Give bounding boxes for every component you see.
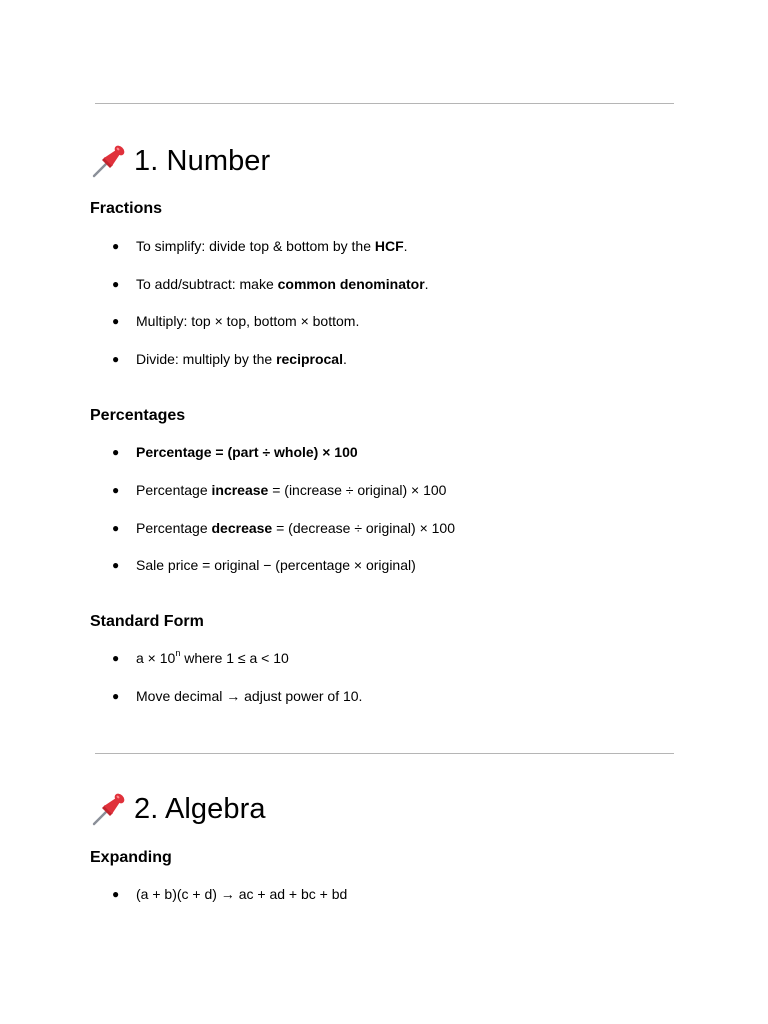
bullet: ● xyxy=(112,483,120,497)
subsection-heading-standard-form: Standard Form xyxy=(90,613,204,630)
subsection-heading-expanding: Expanding xyxy=(90,849,172,866)
list-item: ● To simplify: divide top & bottom by the HCF. xyxy=(112,238,408,254)
bullet: ● xyxy=(112,445,120,459)
list-item: ● Move decimal → adjust power of 10. xyxy=(112,688,363,704)
list-item: ● Percentage decrease = (decrease ÷ original) × 100 xyxy=(112,520,456,536)
list-item: ● (a + b)(c + d) → ac + ad + bc + bd xyxy=(112,886,348,902)
list-item: ● Percentage increase = (increase ÷ original) × 100 xyxy=(112,482,447,498)
pushpin-icon xyxy=(90,790,128,828)
section-title-algebra xyxy=(90,789,266,829)
bullet: ● xyxy=(112,689,120,703)
bullet: ● xyxy=(112,352,120,366)
section-title-text: 2. Algebra xyxy=(134,792,266,825)
bullet: ● xyxy=(112,651,120,665)
bullet: ● xyxy=(112,314,120,328)
section-title-number xyxy=(90,141,270,181)
list-item: ● To add/subtract: make common denominator. xyxy=(112,276,429,292)
list-item: ● Sale price = original − (percentage × original) xyxy=(112,557,416,573)
subsection-heading-fractions: Fractions xyxy=(90,200,163,217)
pushpin-icon xyxy=(90,142,128,180)
bullet: ● xyxy=(112,239,120,253)
horizontal-rule xyxy=(95,753,674,754)
superscript-n: n xyxy=(175,648,181,659)
list-item: ● $a \times 10^n$ where 1 ≤ a < 10 xyxy=(112,648,289,666)
subsection-heading-percentages: Percentages xyxy=(90,407,186,424)
list-item: ● Multiply: top × top, bottom × bottom. xyxy=(112,313,360,329)
section-title-text: 1. Number xyxy=(134,144,271,177)
bullet: ● xyxy=(112,887,120,901)
horizontal-rule xyxy=(95,103,674,104)
list-item: ● Divide: multiply by the reciprocal. xyxy=(112,351,347,367)
bullet: ● xyxy=(112,277,120,291)
bullet: ● xyxy=(112,558,120,572)
bullet: ● xyxy=(112,521,120,535)
list-item: ● Percentage = (part ÷ whole) × 100 xyxy=(112,444,358,460)
